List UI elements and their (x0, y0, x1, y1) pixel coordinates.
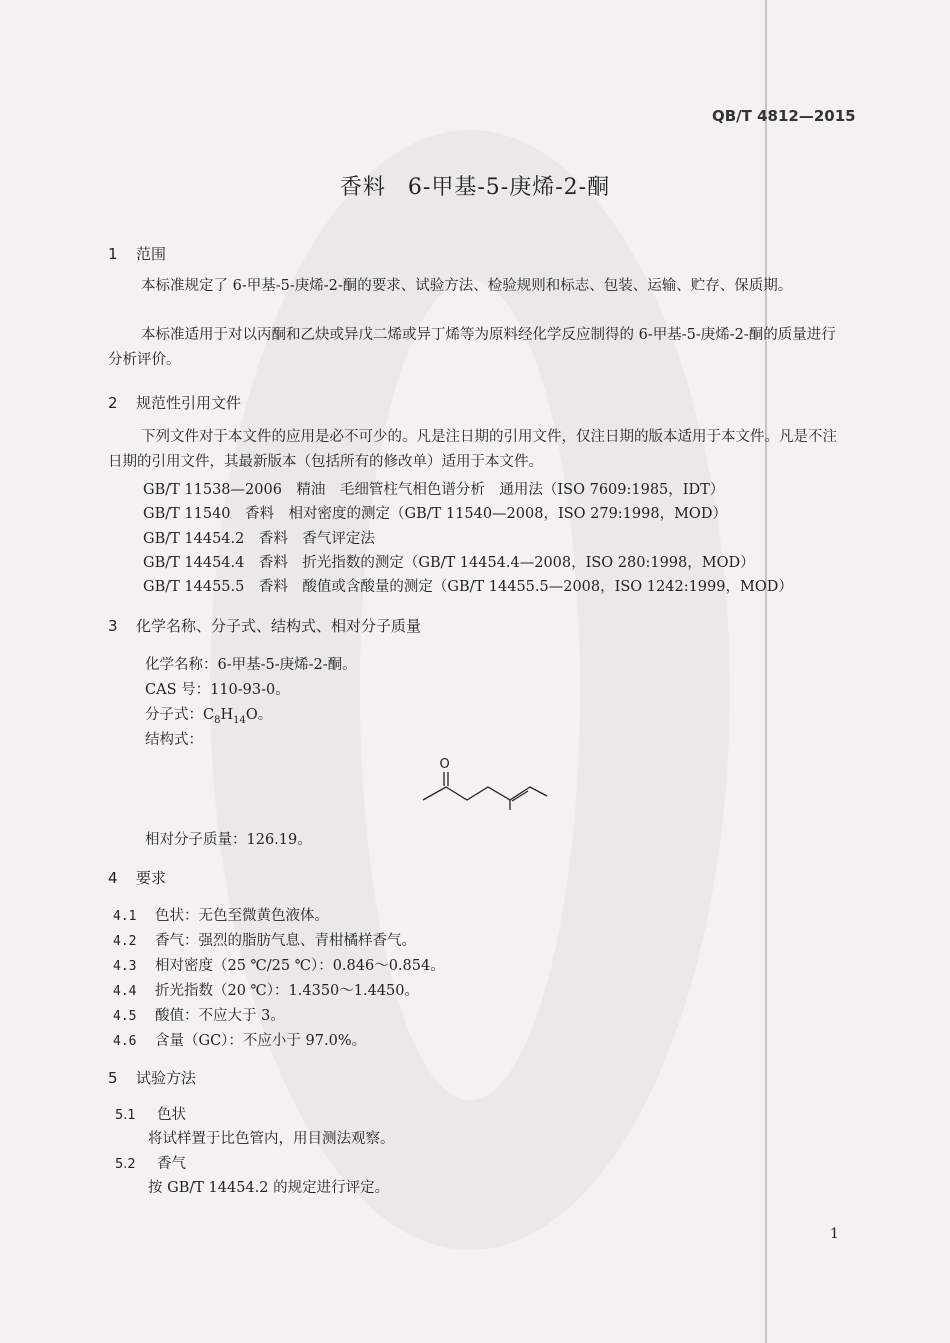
chemical-name: 化学名称：6-甲基-5-庚烯-2-酮。 (145, 657, 357, 673)
standard-code: QB/T 4812—2015 (712, 107, 856, 125)
reference-item: GB/T 11538—2006 精油 毛细管柱气相色谱分析 通用法（ISO 7609:1985，IDT） (143, 482, 725, 498)
title-part1: 香料 (339, 175, 386, 200)
oxygen-atom-label: O (439, 757, 450, 772)
subsection-5-2-text: 按 GB/T 14454.2 的规定进行评定。 (148, 1180, 390, 1196)
requirement-item: 4.1 色状：无色至微黄色液体。 (113, 908, 329, 924)
scan-fold-line (765, 0, 767, 1343)
molecular-formula: 分子式：$C_8H_{14}O$。 (145, 707, 273, 726)
section-1-heading (108, 243, 166, 264)
reference-item: GB/T 14455.5 香料 酸值或含酸量的测定（GB/T 14455.5—2008，ISO 1242:1999，MOD） (143, 579, 793, 595)
reference-item: GB/T 14454.2 香料 香气评定法 (143, 531, 375, 547)
section-1-paragraph-1: 本标准规定了 6-甲基-5-庚烯-2-酮的要求、试验方法、检验规则和标志、包装、运输、贮存、保质期。 (141, 278, 793, 294)
structure-label: 结构式： (145, 732, 203, 748)
reference-item: GB/T 14454.4 香料 折光指数的测定（GB/T 14454.4—2008，ISO 280:1998，MOD） (143, 555, 755, 571)
section-4-heading (108, 867, 166, 888)
section-number: 5 (108, 1069, 118, 1087)
requirement-item: 4.2 香气：强烈的脂肪气息、青柑橘样香气。 (113, 933, 416, 949)
section-title: 范围 (136, 245, 167, 263)
requirement-item: 4.6 含量（GC）：不应小于 97.0%。 (113, 1033, 367, 1049)
section-title: 要求 (136, 869, 167, 887)
section-title: 规范性引用文件 (136, 394, 242, 412)
subsection-5-2-heading: 5.2 香气 (115, 1156, 186, 1172)
section-1-paragraph-2: 本标准适用于对以丙酮和乙炔或异戊二烯或异丁烯等为原料经化学反应制得的 6-甲基-5-庚烯-2-酮的质量进行分析评价。 (108, 327, 836, 368)
title-part2: 6-甲基-5-庚烯-2-酮 (407, 175, 611, 200)
subsection-5-1-heading: 5.1 色状 (115, 1107, 186, 1123)
section-3-heading (108, 615, 421, 636)
section-title: 化学名称、分子式、结构式、相对分子质量 (136, 617, 422, 635)
subsection-5-1-text: 将试样置于比色管内，用目测法观察。 (148, 1131, 395, 1147)
requirement-item: 4.4 折光指数（20 ℃）：1.4350～1.4450。 (113, 983, 420, 999)
section-2-heading (108, 392, 241, 413)
requirement-item: 4.3 相对密度（25 ℃/25 ℃）：0.846～0.854。 (113, 958, 445, 974)
requirement-item: 4.5 酸值：不应大于 3。 (113, 1008, 285, 1024)
section-2-intro: 下列文件对于本文件的应用是必不可少的。凡是注日期的引用文件，仅注日期的版本适用于本文件。凡是不注日期的引用文件，其最新版本（包括所有的修改单）适用于本文件。 (108, 429, 837, 470)
section-number: 2 (108, 394, 118, 412)
reference-item: GB/T 11540 香料 相对密度的测定（GB/T 11540—2008，ISO 279:1998，MOD） (143, 506, 727, 522)
section-title: 试验方法 (136, 1069, 197, 1087)
molecular-mass: 相对分子质量：126.19。 (145, 832, 312, 848)
section-number: 3 (108, 617, 118, 635)
page-number: 1 (830, 1226, 839, 1242)
section-number: 4 (108, 869, 118, 887)
document-title (0, 170, 950, 201)
section-number: 1 (108, 245, 118, 263)
cas-number: CAS 号：110-93-0。 (145, 682, 290, 698)
structural-formula (415, 755, 550, 815)
section-5-heading (108, 1067, 196, 1088)
